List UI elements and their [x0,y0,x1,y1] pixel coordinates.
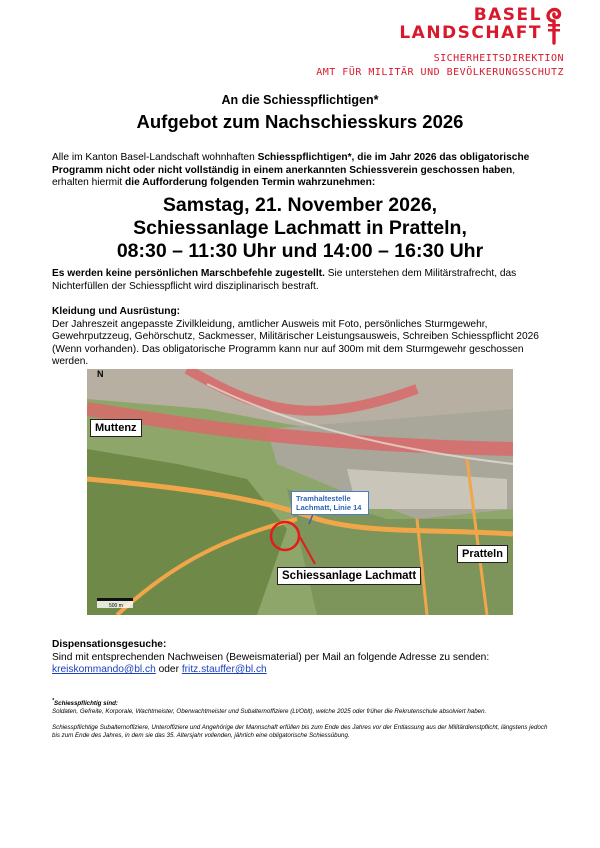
logo-line-basel: BASEL [473,5,542,25]
event-time: 08:30 – 11:30 Uhr und 14:00 – 16:30 Uhr [116,240,484,262]
map-label-tram-stop [291,491,369,515]
email-link-stauffer[interactable]: fritz.stauffer@bl.ch [181,664,267,676]
event-date: Samstag, 21. November 2026, [162,194,438,216]
map-label-pratteln: Pratteln [457,545,508,563]
equipment-text: Der Jahreszeit angepasste Zivilkleidung, amtlicher Ausweis mit Foto, persönliches Sturmgewehr, Gewehrputzzeug, Gehörschutz, Sackmesser, Militärischer Leistungsausweis, Schreiben Schiesspflicht 2026 (Wenn vorhanden). Das obligatorische Programm kann nur auf 300m mit dem Sturmgewehr geschossen werden. [52,318,539,368]
page-title: Aufgebot zum Nachschiesskurs 2026 [136,111,464,132]
tram-stop-text: Tramhaltestelle Lachmatt, Linie 14 [296,494,362,512]
notice-bold: Es werden keine persönlichen Marschbefehle zugestellt. [52,268,325,279]
map-label-muttenz: Muttenz [90,419,142,437]
dispensation-text: Sind mit entsprechenden Nachweisen (Beweismaterial) per Mail an folgende Adresse zu senden: [52,651,490,663]
intro-text-4: die Aufforderung folgenden Termin wahrzunehmen: [125,177,376,189]
event-details [0,194,600,263]
contact-emails [52,664,554,677]
logo-line-landschaft: LANDSCHAFT [399,23,542,43]
event-location: Schiessanlage Lachmatt in Pratteln, [133,217,467,239]
canton-logo [399,6,564,42]
footnote [52,697,552,740]
intro-text-3: , erhalten hiermit [52,164,516,189]
email-separator: oder [155,664,182,676]
intro-text-1: Alle im Kanton Basel-Landschaft wohnhaften [52,152,258,163]
addressee-line: An die Schiesspflichtigen* [221,93,379,107]
map-label-shooting-range: Schiessanlage Lachmatt [277,567,421,585]
organisation-name [316,52,564,80]
notice-text: Sie unterstehen dem Militärstrafrecht, das Nichterfüllen der Schiesspflicht wird disziplinarisch bestraft. [52,268,517,292]
north-arrow-icon: N [97,369,104,379]
map-scale-label: 500 m [109,603,123,609]
dispensation-section [52,639,554,677]
org-department: SICHERHEITSDIREKTION [433,53,564,64]
footnote-line-1: Soldaten, Gefreite, Korporale, Wachtmeister, Oberwachtmeister und Subalternoffiziere (Lt/Oblt), welche 2025 oder früher die Rekrutenschule absolviert haben. [52,708,487,716]
notice-paragraph [52,268,554,293]
equipment-section [52,306,554,369]
location-map [87,369,513,615]
bishop-staff-icon [544,7,564,45]
equipment-heading: Kleidung und Ausrüstung: [52,306,181,317]
footnote-heading: *Schiesspflichtig sind: [52,698,118,708]
org-office: AMT FÜR MILITÄR UND BEVÖLKERUNGSSCHUTZ [316,67,564,78]
email-link-kreiskommando[interactable]: kreiskommando@bl.ch [52,664,156,676]
intro-text-2: Schiesspflichtigen*, die im Jahr 2026 das obligatorische Programm nicht oder nicht vollständig in einem anerkannten Schiessverein geschossen haben [52,152,530,176]
footnote-line-2: Schiesspflichtige Subalternoffiziere, Unteroffiziere und Angehörige der Mannschaft erfüllen bis zum Ende des Jahres vor der Entlassung aus der Militärdienstpflicht, längstens jedoch bis zum Ende des Jahres, in dem sie das 35. Altersjahr vollenden, jährlich eine obligatorische Schiessübung. [52,724,548,740]
dispensation-heading: Dispensationsgesuche: [52,639,167,650]
intro-paragraph [52,152,554,190]
